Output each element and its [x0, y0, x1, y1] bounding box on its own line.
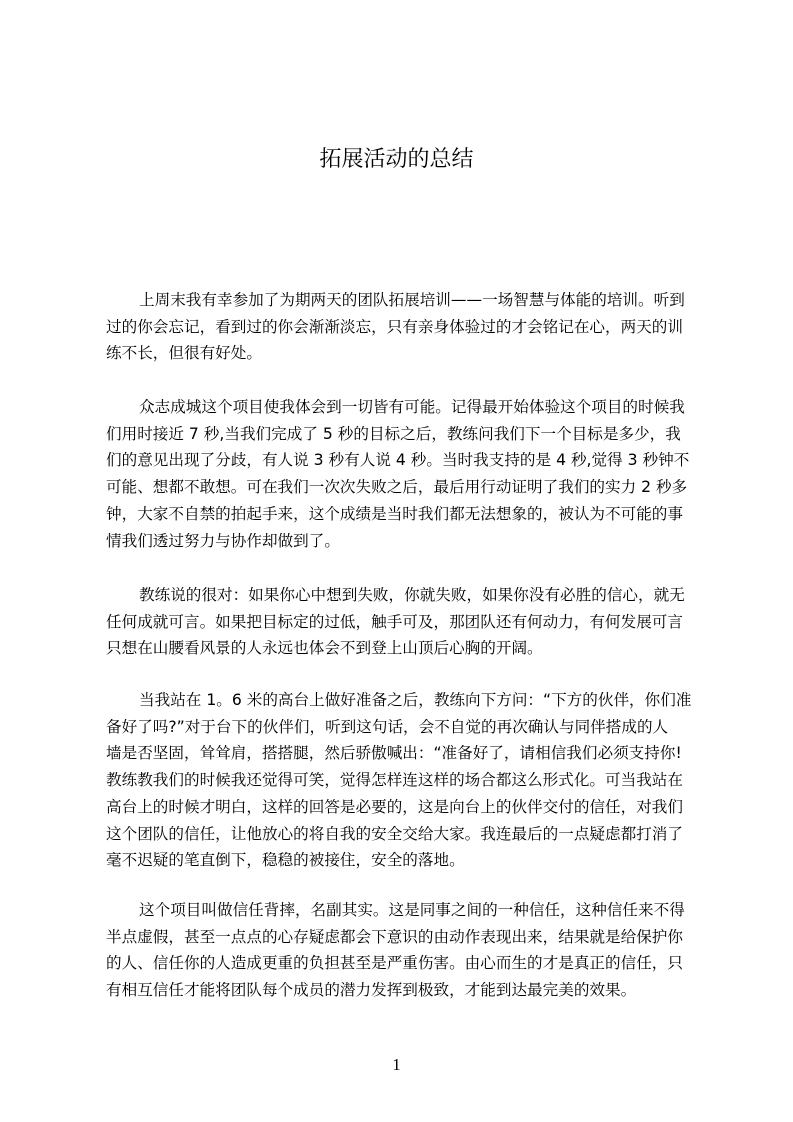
paragraph-2-line: 众志成城这个项目使我体会到一切皆有可能。记得最开始体验这个项目的时候我: [139, 398, 685, 416]
paragraph-5-line: 有相互信任才能将团队每个成员的潜力发挥到极致，才能到达最完美的效果。: [106, 981, 637, 1000]
paragraph-4-line: 高台上的时候才明白，这样的回答是必要的，这是向台上的伙伴交付的信任，对我们: [106, 797, 683, 816]
paragraph-5-line: 的人、信任你的人造成更重的负担甚至是严重伤害。由心而生的才是真正的信任，只: [106, 954, 683, 973]
paragraph-3-line: 教练说的很对：如果你心中想到失败，你就失败，如果你没有必胜的信心，就无: [139, 586, 685, 604]
paragraph-2-line: 们的意见出现了分歧，有人说 3 秒有人说 4 秒。当时我支持的是 4 秒,觉得 3 秒钟不: [106, 451, 690, 470]
paragraph-5-line: 半点虚假，甚至一点点的心存疑虑都会下意识的由动作表现出来，结果就是给保护你: [106, 927, 683, 946]
paragraph-1-line: 练不长，但很有好处。: [106, 344, 262, 363]
paragraph-4-line: 毫不迟疑的笔直倒下，稳稳的被接住，安全的落地。: [106, 851, 465, 870]
paragraph-5-line: 这个项目叫做信任背摔，名副其实。这是同事之间的一种信任，这种信任来不得: [139, 901, 685, 919]
paragraph-4-line: 当我站在 1。6 米的高台上做好准备之后，教练向下方问：“下方的伙伴，你们准: [139, 691, 692, 709]
paragraph-1-line: 上周末我有幸参加了为期两天的团队拓展培训——一场智慧与体能的培训。听到: [139, 291, 685, 309]
paragraph-2-line: 情我们透过努力与协作却做到了。: [106, 531, 340, 550]
paragraph-3-line: 只想在山腰看风景的人永远也体会不到登上山顶后心胸的开阔。: [106, 639, 543, 658]
paragraph-1-line: 过的你会忘记，看到过的你会渐渐淡忘，只有亲身体验过的才会铭记在心，两天的训: [106, 317, 683, 336]
paragraph-2-line: 们用时接近 7 秒,当我们完成了 5 秒的目标之后，教练问我们下一个目标是多少，我: [106, 424, 681, 443]
paragraph-4-line: 墙是否坚固，耸耸肩，搭搭腿，然后骄傲喊出：“准备好了，请相信我们必须支持你!: [106, 744, 682, 763]
page-number: 1: [392, 1055, 401, 1074]
paragraph-2-line: 可能、想都不敢想。可在我们一次次失败之后，最后用行动证明了我们的实力 2 秒多: [106, 478, 688, 497]
paragraph-2-line: 钟，大家不自禁的拍起手来，这个成绩是当时我们都无法想象的，被认为不可能的事: [106, 504, 683, 523]
paragraph-4-line: 备好了吗?”对于台下的伙伴们，听到这句话，会不自觉的再次确认与同伴搭成的人: [106, 717, 669, 736]
paragraph-4-line: 教练教我们的时候我还觉得可笑，觉得怎样连这样的场合都这么形式化。可当我站在: [106, 771, 683, 790]
paragraph-4-line: 这个团队的信任，让他放心的将自我的安全交给大家。我连最后的一点疑虑都打消了: [106, 824, 683, 843]
paragraph-3-line: 任何成就可言。如果把目标定的过低，触手可及，那团队还有何动力，有何发展可言: [106, 612, 683, 631]
page-title: 拓展活动的总结: [319, 147, 474, 172]
